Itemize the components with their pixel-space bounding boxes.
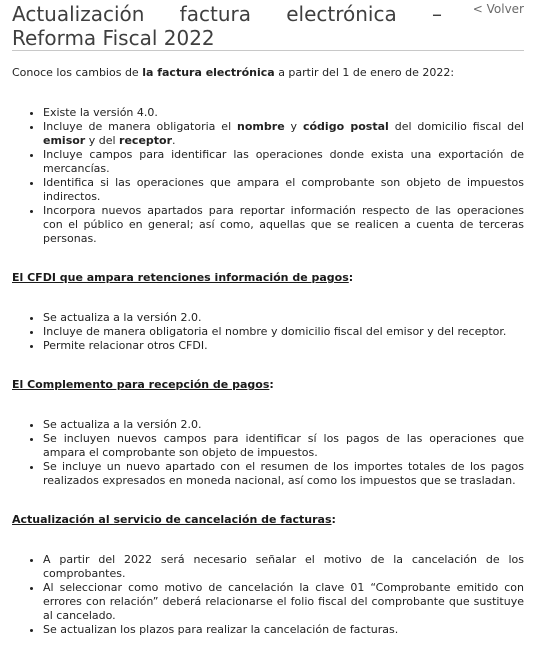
cancelacion-list	[12, 553, 524, 637]
back-link[interactable]: < Volver	[472, 2, 524, 16]
list-item: • Existe la versión 4.0.	[43, 106, 524, 120]
section-heading-text: Actualización al servicio de cancelación de facturas	[12, 513, 332, 526]
list-item	[43, 120, 524, 148]
item-bold-text: nombre	[237, 120, 285, 133]
list-item: • Incorpora nuevos apartados para reportar información respecto de las operaciones con el público en general; así como, aquellas que se realicen a cuenta de terceras personas.	[43, 204, 524, 246]
section-heading-cancelacion	[12, 513, 524, 527]
section-heading-pagos	[12, 378, 524, 392]
header-divider	[12, 50, 524, 51]
section-heading-text: El Complemento para recepción de pagos	[12, 378, 270, 391]
list-item: • Incluye campos para identificar las operaciones donde exista una exportación de mercancías.	[43, 148, 524, 176]
section-heading-retenciones	[12, 271, 524, 285]
list-item: • Permite relacionar otros CFDI.	[43, 339, 524, 353]
list-item: • Se incluye un nuevo apartado con el resumen de los importes totales de los pagos realizados expresados en moneda nacional, así como los impuestos que se trasladan.	[43, 460, 524, 488]
item-text: del domicilio fiscal del	[388, 120, 524, 133]
intro-text-end: a partir del 1 de enero de 2022:	[274, 66, 455, 79]
section-heading-colon: :	[331, 513, 336, 526]
section-heading-text: El CFDI que ampara retenciones información de pagos	[12, 271, 349, 284]
intro-text-bold: la factura electrónica	[142, 66, 275, 79]
page-title: Actualización factura electrónica – Reforma Fiscal 2022	[12, 2, 442, 50]
item-bold-text: emisor	[43, 134, 86, 147]
list-item: • Se incluyen nuevos campos para identificar sí los pagos de las operaciones que ampara el comprobante son objeto de impuestos.	[43, 432, 524, 460]
item-text: Incluye de manera obligatoria el	[43, 120, 238, 133]
section-heading-colon: :	[269, 378, 274, 391]
list-item: • A partir del 2022 será necesario señalar el motivo de la cancelación de los comprobantes.	[43, 553, 524, 581]
article-body	[12, 66, 524, 662]
item-bold-text: código postal	[302, 120, 389, 133]
list-item: • Se actualiza a la versión 2.0.	[43, 418, 524, 432]
intro-text-start: Conoce los cambios de	[12, 66, 143, 79]
list-item: • Identifica si las operaciones que ampara el comprobante son objeto de impuestos indirectos.	[43, 176, 524, 204]
item-text: y del	[85, 134, 120, 147]
list-item: • Se actualizan los plazos para realizar la cancelación de facturas.	[43, 623, 524, 637]
pagos-list	[12, 418, 524, 488]
intro-paragraph	[12, 66, 524, 80]
item-text: y	[284, 120, 303, 133]
list-item: • Al seleccionar como motivo de cancelación la clave 01 “Comprobante emitido con errores con relación” deberá relacionarse el folio fiscal del comprobante que sustituye al cancelado.	[43, 581, 524, 623]
item-text: .	[172, 134, 176, 147]
list-item: • Incluye de manera obligatoria el nombre y domicilio fiscal del emisor y del receptor.	[43, 325, 524, 339]
item-bold-text: receptor	[119, 134, 173, 147]
retenciones-list	[12, 311, 524, 353]
list-item: • Se actualiza a la versión 2.0.	[43, 311, 524, 325]
page-header	[12, 0, 524, 52]
section-heading-colon: :	[348, 271, 354, 284]
invoice-changes-list	[12, 106, 524, 246]
